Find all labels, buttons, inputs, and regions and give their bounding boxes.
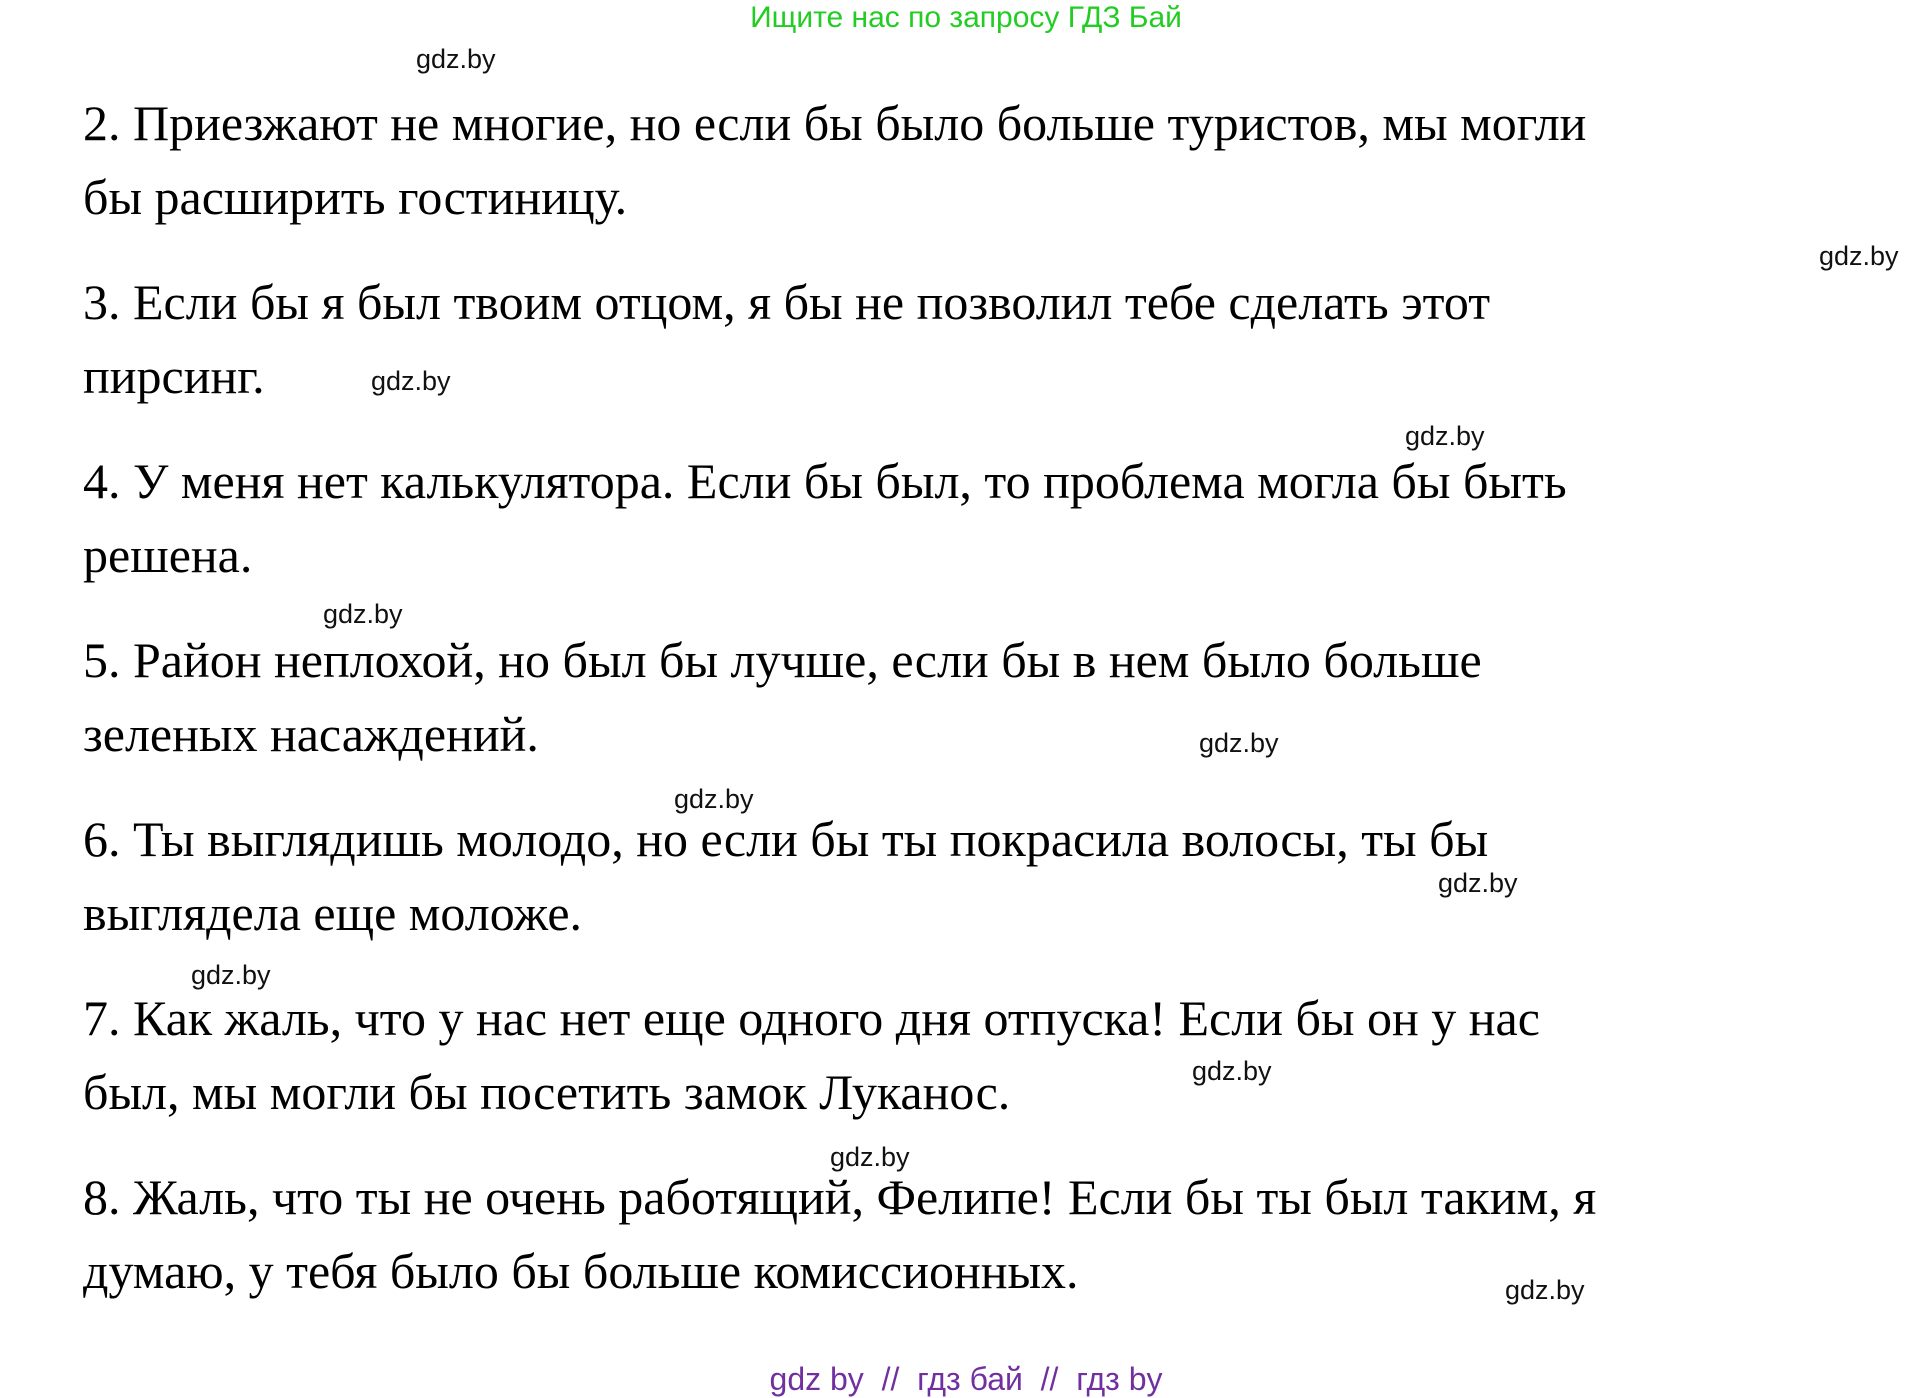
watermark: gdz.by	[191, 960, 271, 990]
answer-line: зеленых насаждений.	[83, 706, 539, 762]
answer-line: 6. Ты выглядишь молодо, но если бы ты покрасила волосы, ты бы	[83, 811, 1489, 867]
watermark: gdz.by	[1405, 421, 1485, 451]
watermark: gdz.by	[1505, 1275, 1585, 1305]
answer-line: 4. У меня нет калькулятора. Если бы был, то проблема могла бы быть	[83, 453, 1567, 509]
answer-line: 3. Если бы я был твоим отцом, я бы не позволил тебе сделать этот	[83, 274, 1491, 330]
watermark: gdz.by	[1199, 728, 1279, 758]
answer-line: думаю, у тебя было бы больше комиссионных.	[83, 1243, 1079, 1299]
answer-line: пирсинг.	[83, 348, 265, 404]
watermark: gdz.by	[323, 599, 403, 629]
answer-line: 7. Как жаль, что у нас нет еще одного дня отпуска! Если бы он у нас	[83, 990, 1540, 1046]
answer-line: 8. Жаль, что ты не очень работящий, Фелипе! Если бы ты был таким, я	[83, 1169, 1597, 1225]
watermark: gdz.by	[830, 1142, 910, 1172]
watermark: gdz.by	[1192, 1056, 1272, 1086]
watermark: gdz.by	[674, 784, 754, 814]
search-hint-header: Ищите нас по запросу ГДЗ Бай	[750, 1, 1182, 34]
watermark: gdz.by	[416, 44, 496, 74]
answer-line: 5. Район неплохой, но был бы лучше, если бы в нем было больше	[83, 632, 1482, 688]
answer-line: был, мы могли бы посетить замок Луканос.	[83, 1064, 1011, 1120]
watermark: gdz.by	[1819, 241, 1899, 271]
answer-line: бы расширить гостиницу.	[83, 169, 628, 225]
footer-watermark: gdz by // гдз бай // гдз by	[769, 1361, 1163, 1397]
answer-line: решена.	[83, 527, 253, 583]
answer-line: выглядела еще моложе.	[83, 885, 583, 941]
watermark: gdz.by	[371, 366, 451, 396]
watermark: gdz.by	[1438, 868, 1518, 898]
answer-line: 2. Приезжают не многие, но если бы было больше туристов, мы могли	[83, 95, 1587, 151]
